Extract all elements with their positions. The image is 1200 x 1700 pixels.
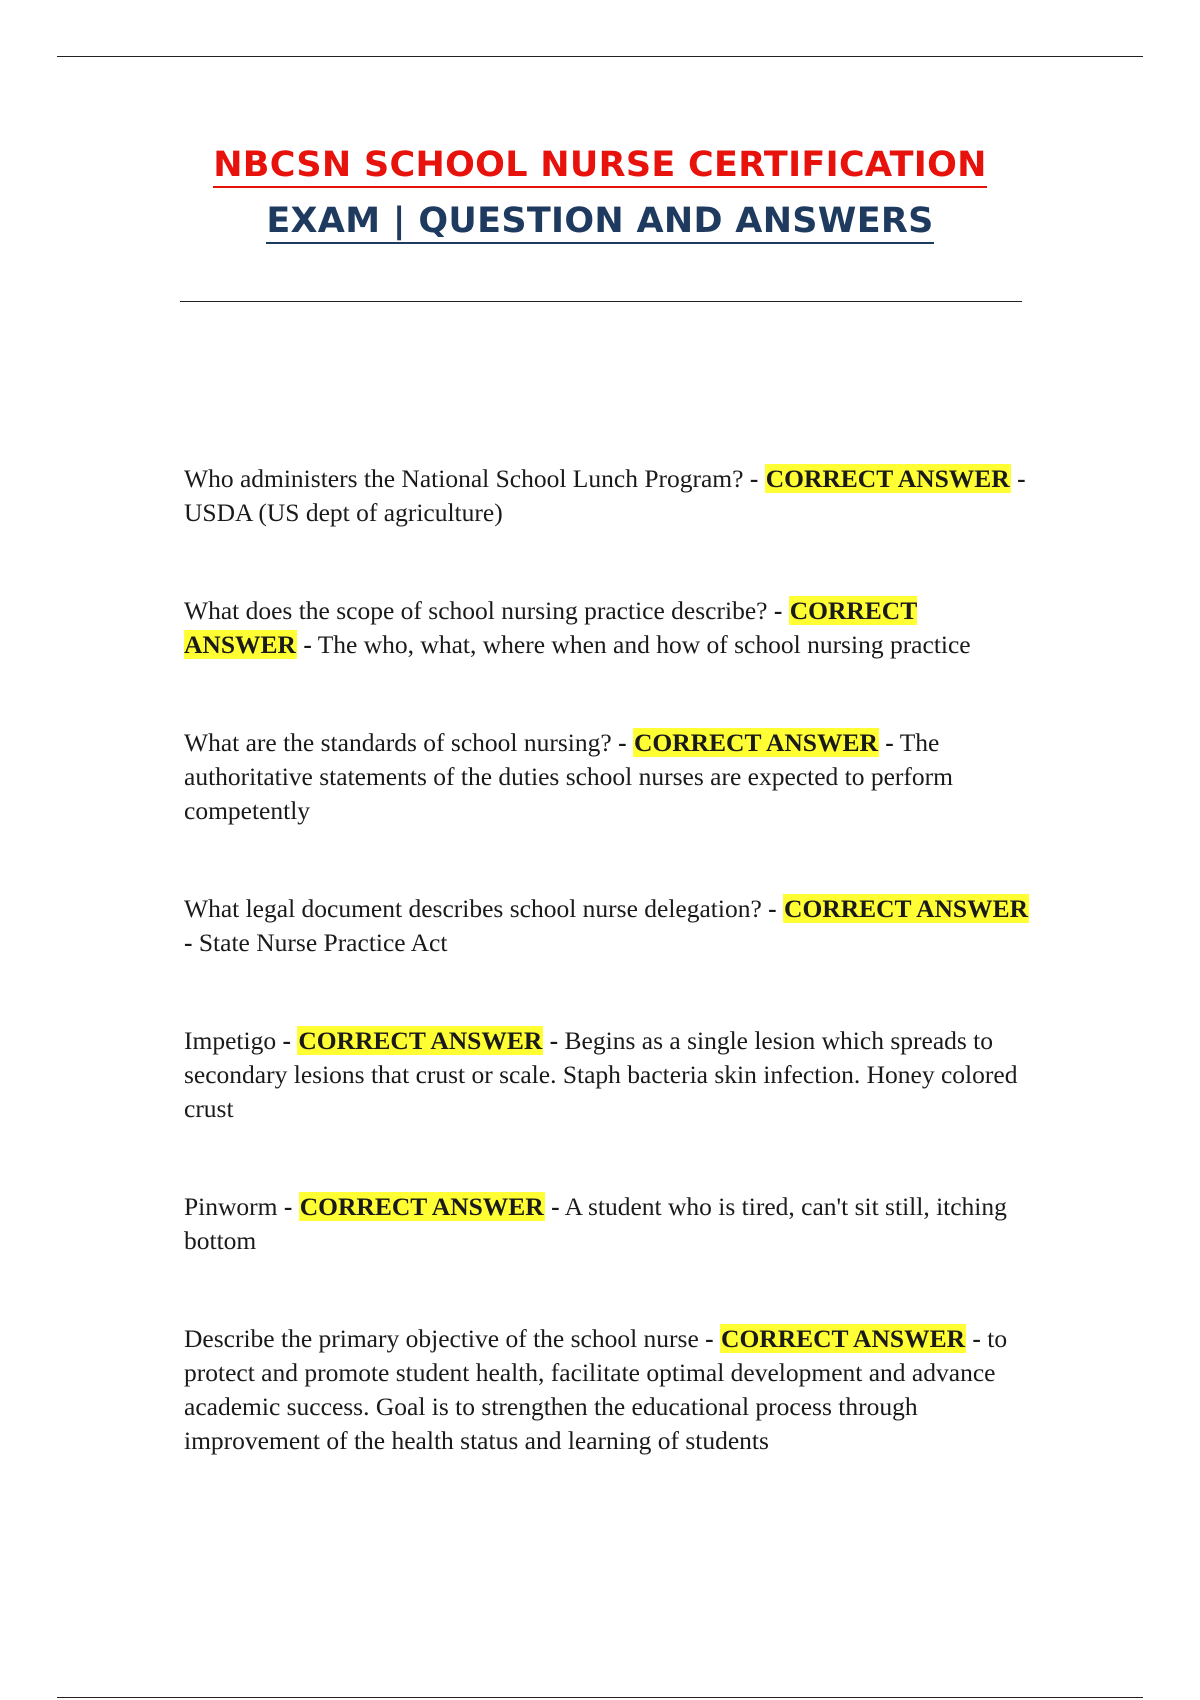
separator: -: [551, 1192, 560, 1221]
title-divider: [180, 301, 1022, 302]
separator: -: [618, 728, 627, 757]
question-text: What legal document describes school nurse delegation?: [184, 894, 762, 923]
qa-item: [184, 1190, 1034, 1258]
separator: -: [1017, 464, 1026, 493]
document-title: [0, 145, 1200, 244]
qa-list: [184, 462, 1034, 1458]
bottom-rule: [57, 1697, 1143, 1698]
question-text: What does the scope of school nursing practice describe?: [184, 596, 768, 625]
question-text: Who administers the National School Lunch Program?: [184, 464, 744, 493]
separator: -: [303, 630, 312, 659]
qa-item: [184, 726, 1034, 828]
answer-text: USDA (US dept of agriculture): [184, 498, 503, 527]
separator: -: [184, 928, 193, 957]
answer-text: The authoritative statements of the duties school nurses are expected to perform competently: [184, 728, 953, 825]
correct-answer-label: CORRECT ANSWER: [298, 1026, 543, 1055]
correct-answer-label: CORRECT ANSWER: [633, 728, 878, 757]
separator: -: [282, 1026, 291, 1055]
separator: -: [283, 1192, 293, 1221]
title-line-1: NBCSN SCHOOL NURSE CERTIFICATION: [213, 148, 987, 188]
separator: -: [773, 596, 783, 625]
answer-text: Begins as a single lesion which spreads to secondary lesions that crust or scale. Staph bacteria skin infection. Honey colored crust: [184, 1026, 1018, 1123]
correct-answer-label: CORRECT ANSWER: [784, 894, 1029, 923]
answer-text: A student who is tired, can't sit still, itching bottom: [184, 1192, 1007, 1255]
correct-answer-label: CORRECT ANSWER: [765, 464, 1010, 493]
answer-text: The who, what, where when and how of school nursing practice: [317, 630, 971, 659]
top-rule: [57, 56, 1143, 57]
question-text: Describe the primary objective of the school nurse: [184, 1324, 699, 1353]
separator: -: [549, 1026, 559, 1055]
qa-item: [184, 1024, 1034, 1126]
separator: -: [972, 1324, 981, 1353]
question-text: What are the standards of school nursing?: [184, 728, 612, 757]
correct-answer-label: CORRECT ANSWER: [299, 1192, 544, 1221]
question-text: Impetigo: [184, 1026, 277, 1055]
qa-item: [184, 594, 1034, 662]
separator: -: [705, 1324, 714, 1353]
question-text: Pinworm: [184, 1192, 278, 1221]
qa-item: [184, 892, 1034, 960]
qa-item: [184, 1322, 1034, 1458]
separator: -: [768, 894, 777, 923]
title-line-2: EXAM | QUESTION AND ANSWERS: [266, 204, 933, 244]
qa-item: [184, 462, 1034, 530]
correct-answer-label: CORRECT ANSWER: [721, 1324, 965, 1353]
correct-answer-label: CORRECT ANSWER: [184, 596, 918, 659]
separator: -: [885, 728, 894, 757]
answer-text: to protect and promote student health, facilitate optimal development and advance academic success. Goal is to strengthen the educational process through improvement of the health status and learning of students: [184, 1324, 1008, 1455]
separator: -: [749, 464, 759, 493]
answer-text: State Nurse Practice Act: [198, 928, 448, 957]
